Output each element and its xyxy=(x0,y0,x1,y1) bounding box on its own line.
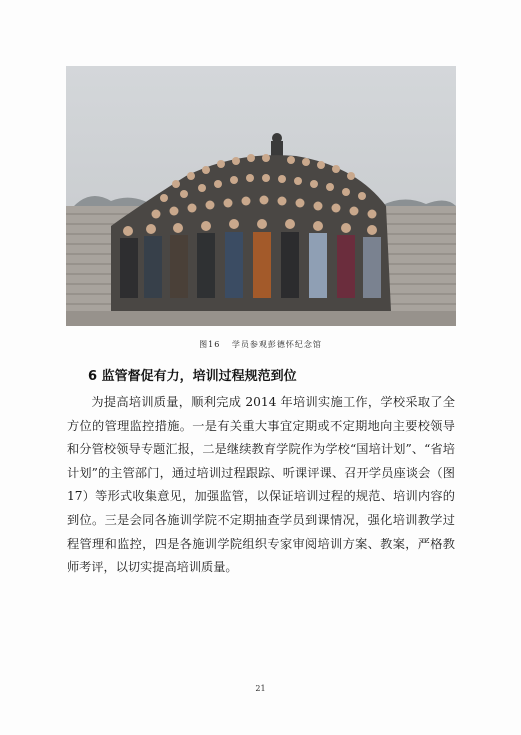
section-heading: 6 监管督促有力，培训过程规范到位 xyxy=(88,369,297,384)
figure-caption xyxy=(0,339,521,350)
figure-number: 图16 xyxy=(199,340,221,349)
group-photo-image xyxy=(66,66,456,326)
group-photo xyxy=(66,66,456,326)
page-number: 21 xyxy=(255,684,266,693)
figure-caption-text: 学员参观彭德怀纪念馆 xyxy=(231,340,322,349)
section-paragraph: 为提高培训质量，顺利完成 2014 年培训实施工作，学校采取了全方位的管理监控措施。一是有关重大事宜定期或不定期地向主要校领导和分管校领导专题汇报，二是继续教育学院作为学校“国培计划”、“省培计划”的主管部门，通过培训过程跟踪、听课评课、召开学员座谈会（图 17）等形式收集意见，加强监管，以保证培训过程的规范、培训内容的到位。三是会同各施训学院不定期抽查学员到课情况，强化培训教学过程管理和监控，四是各施训学院组织专家审阅培训方案、教案，严格教师考评，以切实提高培训质量。 xyxy=(67,395,455,575)
